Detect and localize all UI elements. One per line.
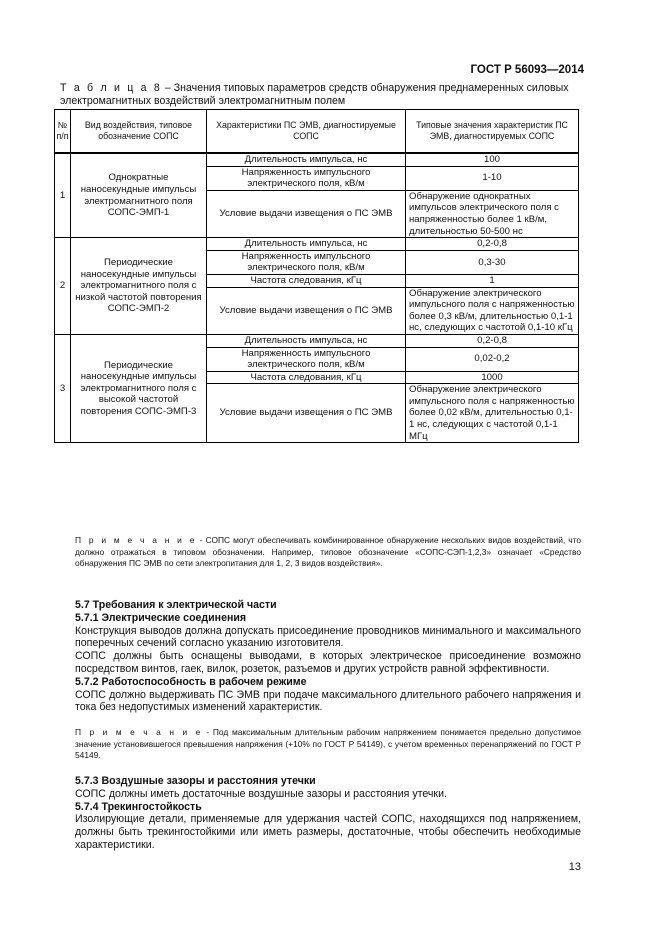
characteristic-value: Обнаружение электрического импульсного поля с напряженностью более 0,02 кВ/м, длительностью 0,1-1 нс, следующих с частотой 0,1-1 МГц — [406, 384, 579, 443]
characteristic-value: 0,2-0,8 — [406, 334, 579, 347]
characteristic-name: Напряженность импульсного электрического поля, кВ/м — [207, 166, 406, 190]
characteristic-name: Напряженность импульсного электрического поля, кВ/м — [207, 347, 406, 371]
characteristic-name: Длительность импульса, нс — [207, 334, 406, 347]
note-label: П р и м е ч а н и е — [75, 535, 197, 545]
characteristic-value: 1-10 — [406, 166, 579, 190]
characteristic-value: 100 — [406, 153, 579, 166]
paragraph: Изолирующие детали, применяемые для удержания частей СОПС, находящихся под напряжением, должны быть трекингостойкими или иметь размеры, достаточные, чтобы обеспечить необходимые характеристики. — [75, 813, 581, 851]
characteristic-name: Напряженность импульсного электрического поля, кВ/м — [207, 250, 406, 274]
table-row — [55, 334, 579, 347]
note-label: П р и м е ч а н и е — [75, 727, 203, 737]
note-text: - СОПС могут обеспечивать комбинированное обнаружение нескольких видов воздействий, что должно отражаться в типовом обозначении. Например, типовое обозначение «СОПС-СЭП-1,2,3» означает «Средство обнаружения ПС ЭМВ по сети электропитания для 1, 2, 3 видов воздействия». — [75, 535, 582, 569]
standard-header: ГОСТ Р 56093—2014 — [470, 64, 584, 76]
subsection-title: 5.7.2 Работоспособность в рабочем режиме — [75, 675, 307, 688]
paragraph: СОПС должны быть оснащены выводами, в которых электрическое присоединение возможно посредством винтов, гаек, вилок, розеток, разъемов и других устройств равной эффективности. — [75, 650, 581, 675]
page-number: 13 — [568, 861, 581, 873]
paragraph: СОПС должны иметь достаточные воздушные зазоры и расстояния утечки. — [75, 787, 447, 800]
table-row — [55, 153, 579, 166]
col-header-kind: Вид воздействия, типовое обозначение СОПС — [71, 110, 207, 154]
characteristic-value: Обнаружение электрического импульсного поля с напряженностью более 0,3 кВ/м, длительностью 0,1-1 нс, следующих с частотой 0,1-10 кГц — [406, 287, 579, 334]
section-title: 5.7 Требования к электрической части — [75, 599, 277, 611]
characteristic-value: Обнаружение однократных импульсов электрического поля с напряженностью более 1 кВ/м, длительностью 50-500 нс — [406, 190, 579, 237]
subsection-title: 5.7.1 Электрические соединения — [75, 611, 247, 624]
table-row — [55, 238, 579, 251]
table-header-row — [55, 110, 579, 154]
col-header-num: № п/п — [55, 110, 71, 154]
section-5-7 — [75, 599, 581, 714]
row-number: 2 — [55, 238, 71, 335]
section-5-7-3 — [75, 775, 581, 852]
characteristic-name: Условие выдачи извещения о ПС ЭМВ — [207, 384, 406, 443]
characteristic-value: 1 — [406, 274, 579, 287]
characteristic-name: Условие выдачи извещения о ПС ЭМВ — [207, 287, 406, 334]
subsection-title: 5.7.4 Трекингостойкость — [75, 800, 202, 813]
operating-voltage-note — [75, 727, 581, 762]
col-header-values: Типовые значения характеристик ПС ЭМВ, диагностируемых СОПС — [406, 110, 579, 154]
characteristic-name: Длительность импульса, нс — [207, 238, 406, 251]
row-number: 3 — [55, 334, 71, 442]
subsection-title: 5.7.3 Воздушные зазоры и расстояния утечки — [75, 775, 316, 787]
table-caption — [60, 82, 585, 108]
characteristic-value: 0,02-0,2 — [406, 347, 579, 371]
characteristic-name: Частота следования, кГц — [207, 371, 406, 384]
impact-kind: Периодические наносекундные импульсы электромагнитного поля с высокой частотой повторения СОПС-ЭМП-3 — [71, 334, 207, 442]
col-header-chars: Характеристики ПС ЭМВ, диагностируемые СОПС — [207, 110, 406, 154]
table-note — [75, 535, 581, 570]
characteristic-value: 0,2-0,8 — [406, 238, 579, 251]
paragraph: СОПС должно выдерживать ПС ЭМВ при подаче максимального длительного рабочего напряжения и тока без недопустимых изменений характеристик. — [75, 688, 581, 714]
note-text: - Под максимальным длительным рабочим напряжением понимается предельно допустимое значение установившегося превышения напряжения (+10% по ГОСТ Р 54149), с учетом временных перенапряжений по ГОСТ Р 54149. — [75, 727, 581, 761]
characteristic-value: 0,3-30 — [406, 250, 579, 274]
characteristic-name: Длительность импульса, нс — [207, 153, 406, 166]
characteristic-name: Условие выдачи извещения о ПС ЭМВ — [207, 190, 406, 237]
table-caption-label: Т а б л и ц а 8 — [60, 82, 162, 94]
characteristic-value: 1000 — [406, 371, 579, 384]
impact-kind: Периодические наносекундные импульсы электромагнитного поля с низкой частотой повторения СОПС-ЭМП-2 — [71, 238, 207, 335]
paragraph: Конструкция выводов должна допускать присоединение проводников минимального и максимального поперечных сечений согласно указанию изготовителя. — [75, 624, 581, 650]
table-caption-text: – Значения типовых параметров средств обнаружения преднамеренных силовых электромагнитных воздействий электромагнитным полем — [60, 82, 569, 107]
characteristic-name: Частота следования, кГц — [207, 274, 406, 287]
parameters-table — [54, 109, 579, 443]
impact-kind: Однократные наносекундные импульсы электромагнитного поля СОПС-ЭМП-1 — [71, 153, 207, 238]
row-number: 1 — [55, 153, 71, 238]
